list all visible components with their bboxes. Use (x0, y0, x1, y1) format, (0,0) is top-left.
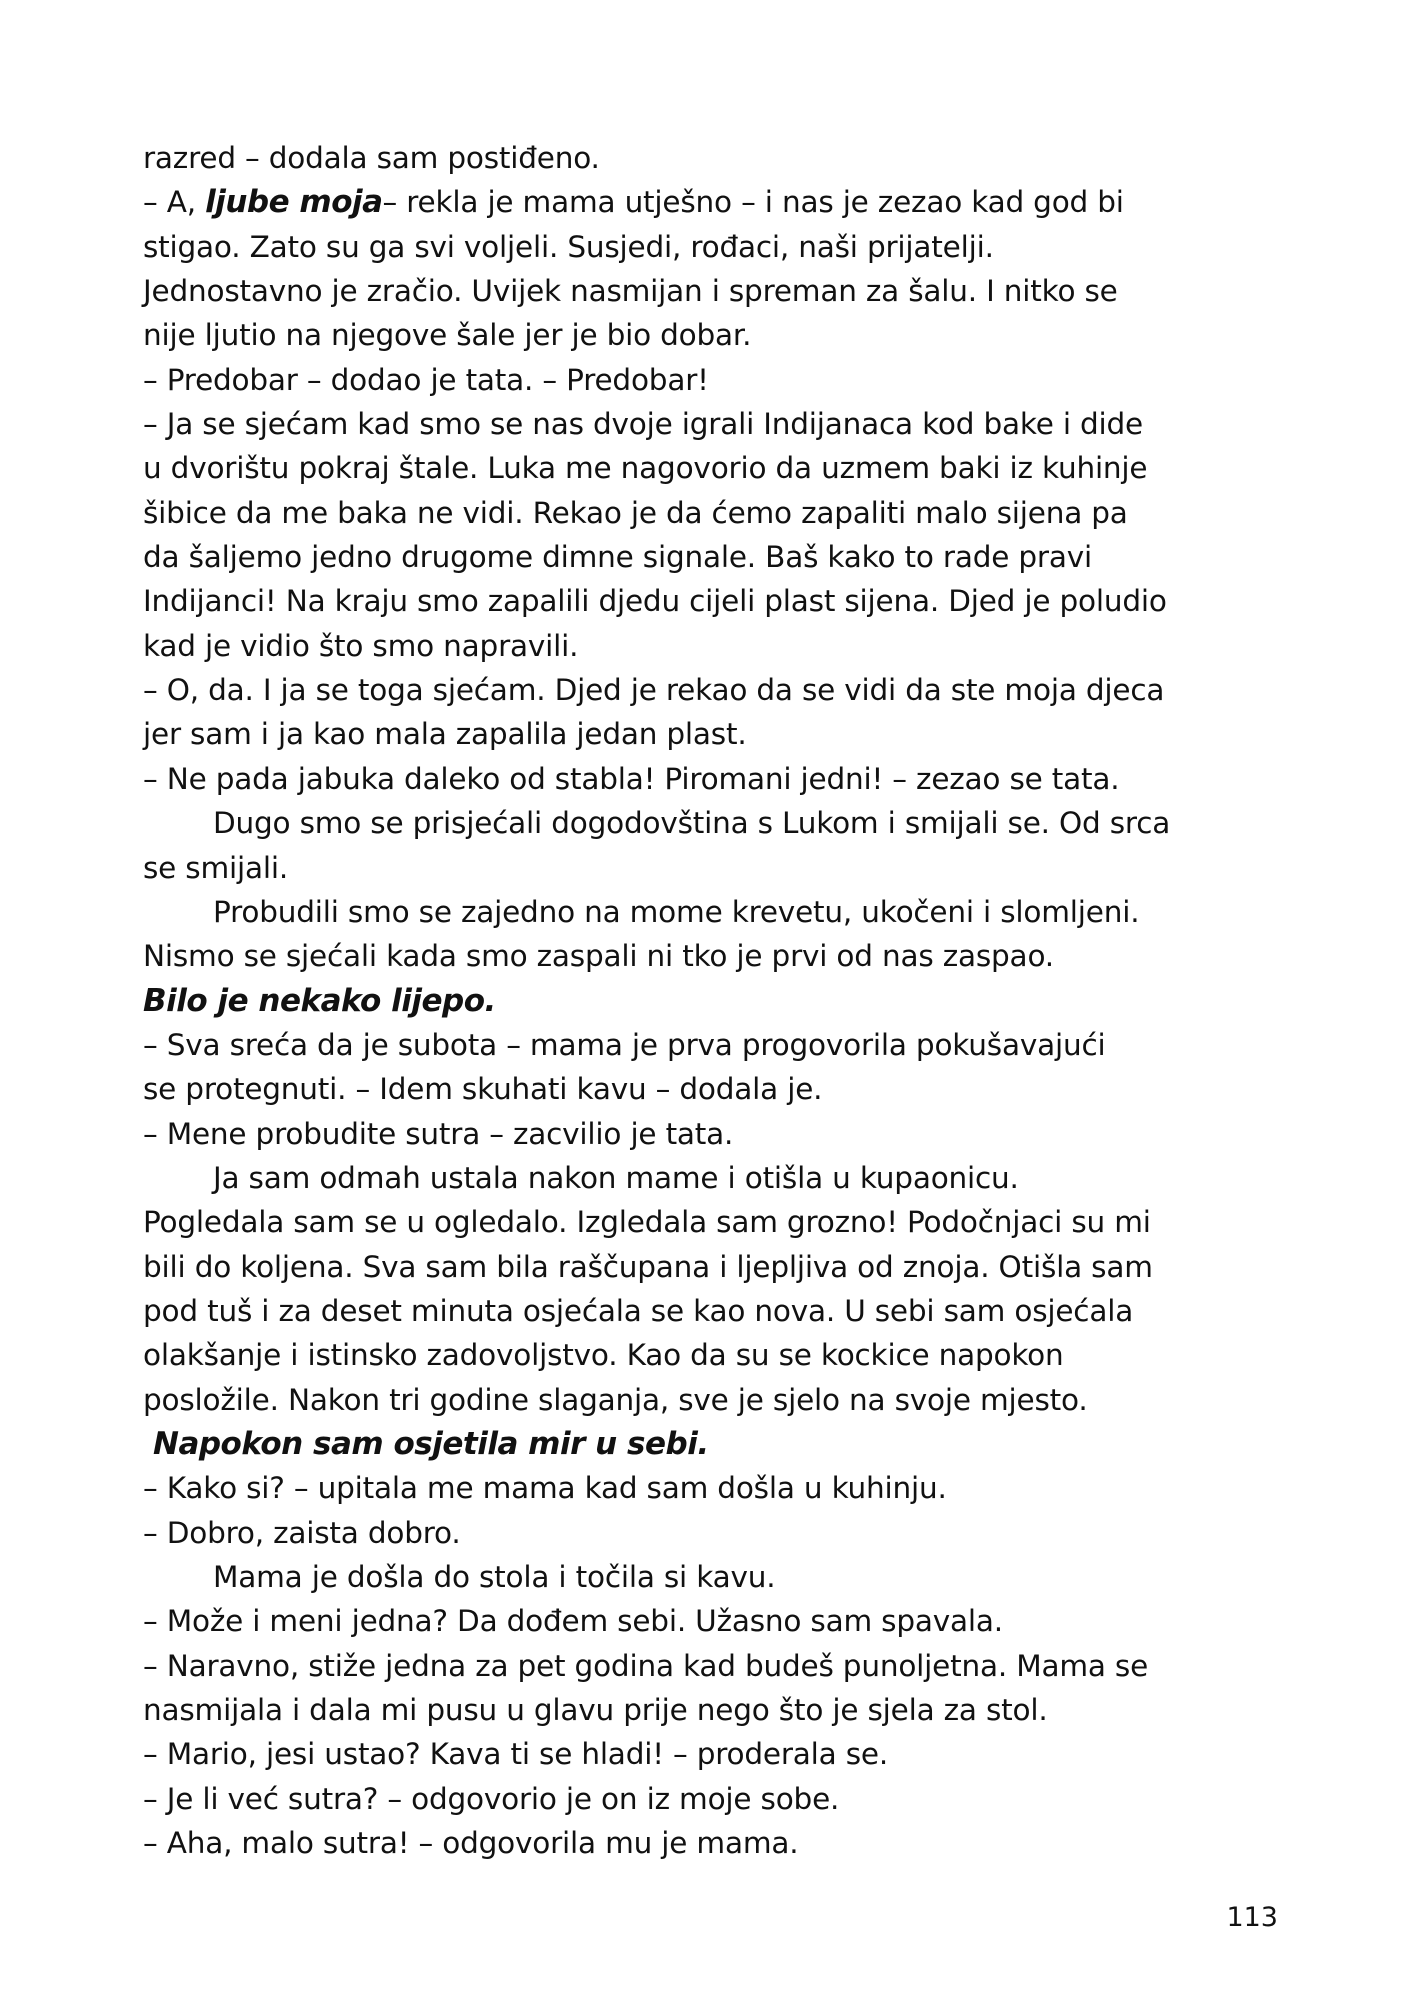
text-line: Ja sam odmah ustala nakon mame i otišla u kupaonicu. (213, 1160, 1019, 1195)
text-line: u dvorištu pokraj štale. Luka me nagovorio da uzmem baki iz kuhinje (143, 451, 1148, 486)
text-line: kad je vidio što smo napravili. (143, 628, 579, 663)
text-line: – Je li već sutra? – odgovorio je on iz moje sobe. (143, 1781, 840, 1816)
text-line: se protegnuti. – Idem skuhati kavu – dodala je. (143, 1072, 823, 1107)
text-line: stigao. Zato su ga svi voljeli. Susjedi, rođaci, naši prijatelji. (143, 229, 994, 264)
text-line: – Mene probudite sutra – zacvilio je tata. (143, 1116, 734, 1151)
text-line: Jednostavno je zračio. Uvijek nasmijan i spreman za šalu. I nitko se (143, 274, 1118, 309)
text-line: Mama je došla do stola i točila si kavu. (213, 1560, 776, 1594)
text-line: pod tuš i za deset minuta osjećala se kao nova. U sebi sam osjećala (143, 1293, 1134, 1328)
text-line: – Mario, jesi ustao? Kava ti se hladi! – proderala se. (143, 1737, 889, 1772)
text-line: se smijali. (143, 850, 289, 885)
text-line: – O, da. I ja se toga sjećam. Djed je rekao da se vidi da ste moja djeca (143, 673, 1165, 708)
dialogue-dash: – A, (143, 185, 206, 220)
body-text (143, 136, 1303, 1865)
text-line: – Kako si? – upitala me mama kad sam došla u kuhinju. (143, 1471, 947, 1506)
text-line: bili do koljena. Sva sam bila raščupana i ljepljiva od znoja. Otišla sam (143, 1249, 1153, 1284)
text-line: Nismo se sjećali kada smo zaspali ni tko je prvi od nas zaspao. (143, 939, 1054, 974)
text-line: – Ne pada jabuka daleko od stabla! Piromani jedni! – zezao se tata. (143, 761, 1120, 796)
text-line: nasmijala i dala mi pusu u glavu prije nego što je sjela za stol. (143, 1693, 1048, 1728)
text-line: Pogledala sam se u ogledalo. Izgledala sam grozno! Podočnjaci su mi (143, 1205, 1151, 1240)
handwritten-line: Napokon sam osjetila mir u sebi. (153, 1425, 709, 1462)
handwritten-line: Bilo je nekako lijepo. (143, 982, 496, 1019)
text-line: šibice da me baka ne vidi. Rekao je da ćemo zapaliti malo sijena pa (143, 495, 1128, 530)
text-line: Probudili smo se zajedno na mome krevetu, ukočeni i slomljeni. (213, 894, 1140, 929)
text-line: – Naravno, stiže jedna za pet godina kad budeš punoljetna. Mama se (143, 1648, 1149, 1683)
text-line (143, 180, 1303, 224)
text-line: Dugo smo se prisjećali dogodovština s Lukom i smijali se. Od srca (213, 806, 1171, 841)
page-number: 113 (1226, 1902, 1278, 1933)
text-line: – Sva sreća da je subota – mama je prva progovorila pokušavajući (143, 1027, 1106, 1062)
text-line: olakšanje i istinsko zadovoljstvo. Kao da su se kockice napokon (143, 1338, 1064, 1373)
text-line: Indijanci! Na kraju smo zapalili djedu cijeli plast sijena. Djed je poludio (143, 584, 1167, 619)
text-line: nije ljutio na njegove šale jer je bio dobar. (143, 318, 752, 353)
text-line: – Ja se sjećam kad smo se nas dvoje igrali Indijanaca kod bake i dide (143, 407, 1144, 442)
dialogue-continuation: – rekla je mama utješno – i nas je zezao kad god bi (382, 185, 1124, 220)
text-line: da šaljemo jedno drugome dimne signale. Baš kako to rade pravi (143, 540, 1092, 575)
text-line: – Može i meni jedna? Da dođem sebi. Užasno sam spavala. (143, 1604, 1003, 1639)
text-line: – Dobro, zaista dobro. (143, 1515, 461, 1550)
text-line: posložile. Nakon tri godine slaganja, sve je sjelo na svoje mjesto. (143, 1382, 1088, 1417)
text-line: razred – dodala sam postiđeno. (143, 141, 600, 175)
text-line: – Aha, malo sutra! – odgovorila mu je mama. (143, 1826, 799, 1861)
text-line: – Predobar – dodao je tata. – Predobar! (143, 362, 709, 397)
text-line: jer sam i ja kao mala zapalila jedan plast. (143, 717, 747, 752)
handwritten-phrase: ljube moja (205, 184, 383, 221)
